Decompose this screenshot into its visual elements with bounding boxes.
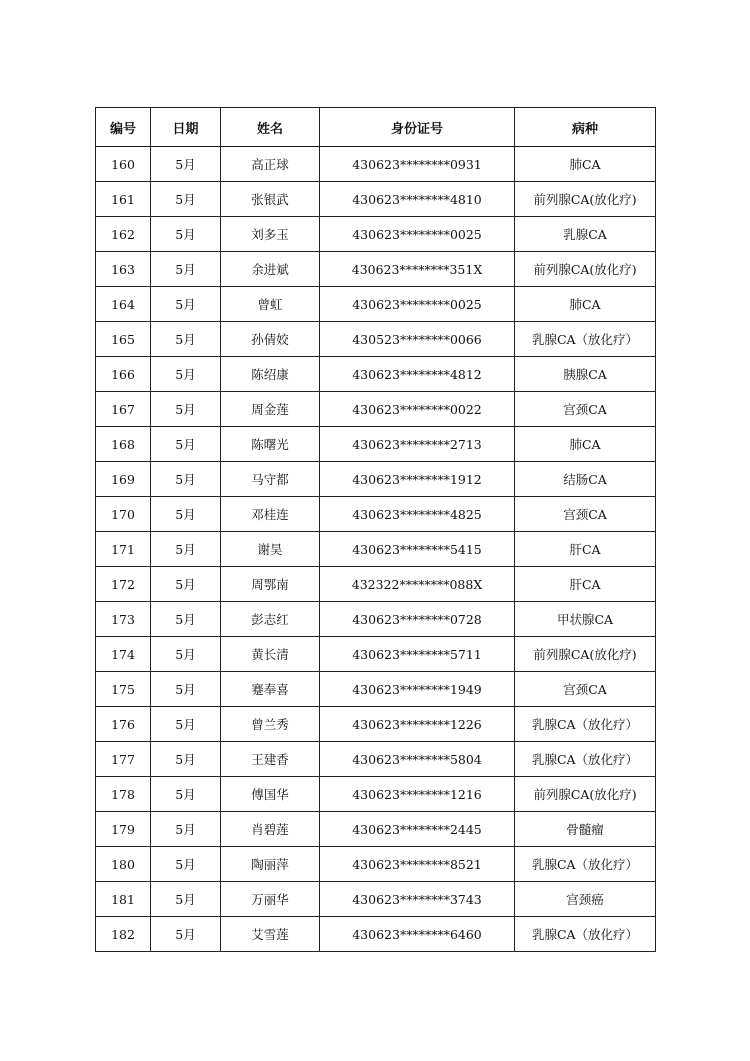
header-no: 编号 — [96, 108, 151, 147]
cell-id-number: 430623********3743 — [320, 882, 515, 917]
cell-id-number: 430623********1226 — [320, 707, 515, 742]
table-row — [96, 182, 656, 217]
cell-no: 166 — [96, 357, 151, 392]
cell-no: 175 — [96, 672, 151, 707]
cell-no: 179 — [96, 812, 151, 847]
cell-id-number: 430623********1216 — [320, 777, 515, 812]
cell-name: 谢昊 — [221, 532, 320, 567]
table-row — [96, 882, 656, 917]
cell-no: 171 — [96, 532, 151, 567]
table-row — [96, 287, 656, 322]
cell-id-number: 430623********351X — [320, 252, 515, 287]
cell-date: 5月 — [151, 742, 221, 777]
cell-name: 马守都 — [221, 462, 320, 497]
cell-name: 蹇奉喜 — [221, 672, 320, 707]
cell-name: 张银武 — [221, 182, 320, 217]
patient-table — [95, 107, 656, 952]
cell-date: 5月 — [151, 287, 221, 322]
cell-date: 5月 — [151, 602, 221, 637]
table-row — [96, 567, 656, 602]
table-body — [96, 147, 656, 952]
cell-date: 5月 — [151, 182, 221, 217]
cell-disease: 宫颈癌 — [515, 882, 656, 917]
cell-date: 5月 — [151, 917, 221, 952]
table-row — [96, 742, 656, 777]
cell-name: 傅国华 — [221, 777, 320, 812]
cell-name: 黄长清 — [221, 637, 320, 672]
cell-date: 5月 — [151, 847, 221, 882]
patient-table-container — [95, 107, 655, 952]
cell-id-number: 430623********4812 — [320, 357, 515, 392]
cell-id-number: 430623********4825 — [320, 497, 515, 532]
cell-name: 陈曙光 — [221, 427, 320, 462]
table-row — [96, 777, 656, 812]
cell-disease: 宫颈CA — [515, 392, 656, 427]
cell-disease: 甲状腺CA — [515, 602, 656, 637]
cell-disease: 肺CA — [515, 427, 656, 462]
cell-disease: 肺CA — [515, 287, 656, 322]
table-row — [96, 672, 656, 707]
cell-disease: 宫颈CA — [515, 672, 656, 707]
cell-no: 176 — [96, 707, 151, 742]
table-row — [96, 707, 656, 742]
cell-name: 余进斌 — [221, 252, 320, 287]
cell-no: 161 — [96, 182, 151, 217]
cell-id-number: 430623********5415 — [320, 532, 515, 567]
cell-id-number: 430623********5711 — [320, 637, 515, 672]
cell-name: 彭志红 — [221, 602, 320, 637]
cell-id-number: 430623********8521 — [320, 847, 515, 882]
cell-id-number: 430623********2713 — [320, 427, 515, 462]
cell-date: 5月 — [151, 532, 221, 567]
table-row — [96, 532, 656, 567]
cell-date: 5月 — [151, 777, 221, 812]
cell-name: 高正球 — [221, 147, 320, 182]
cell-date: 5月 — [151, 427, 221, 462]
cell-disease: 宫颈CA — [515, 497, 656, 532]
table-row — [96, 497, 656, 532]
cell-name: 陶丽萍 — [221, 847, 320, 882]
cell-date: 5月 — [151, 217, 221, 252]
cell-date: 5月 — [151, 147, 221, 182]
cell-no: 182 — [96, 917, 151, 952]
cell-id-number: 430623********1949 — [320, 672, 515, 707]
table-row — [96, 917, 656, 952]
cell-id-number: 430623********0728 — [320, 602, 515, 637]
cell-id-number: 430623********5804 — [320, 742, 515, 777]
cell-no: 173 — [96, 602, 151, 637]
table-row — [96, 392, 656, 427]
cell-no: 170 — [96, 497, 151, 532]
table-row — [96, 812, 656, 847]
cell-id-number: 430623********0931 — [320, 147, 515, 182]
cell-no: 167 — [96, 392, 151, 427]
cell-name: 艾雪莲 — [221, 917, 320, 952]
cell-disease: 肝CA — [515, 532, 656, 567]
cell-date: 5月 — [151, 672, 221, 707]
cell-date: 5月 — [151, 882, 221, 917]
cell-id-number: 430623********0025 — [320, 287, 515, 322]
cell-date: 5月 — [151, 812, 221, 847]
cell-no: 165 — [96, 322, 151, 357]
cell-disease: 结肠CA — [515, 462, 656, 497]
cell-id-number: 430623********2445 — [320, 812, 515, 847]
cell-disease: 乳腺CA（放化疗） — [515, 322, 656, 357]
header-date: 日期 — [151, 108, 221, 147]
cell-name: 肖碧莲 — [221, 812, 320, 847]
cell-disease: 乳腺CA — [515, 217, 656, 252]
table-row — [96, 847, 656, 882]
cell-date: 5月 — [151, 392, 221, 427]
cell-no: 162 — [96, 217, 151, 252]
table-row — [96, 637, 656, 672]
cell-disease: 前列腺CA(放化疗) — [515, 252, 656, 287]
cell-disease: 前列腺CA(放化疗) — [515, 637, 656, 672]
cell-date: 5月 — [151, 322, 221, 357]
cell-no: 180 — [96, 847, 151, 882]
cell-disease: 胰腺CA — [515, 357, 656, 392]
table-header — [96, 108, 656, 147]
cell-date: 5月 — [151, 637, 221, 672]
cell-disease: 肝CA — [515, 567, 656, 602]
cell-name: 曾兰秀 — [221, 707, 320, 742]
table-row — [96, 602, 656, 637]
cell-disease: 前列腺CA(放化疗) — [515, 777, 656, 812]
cell-id-number: 430623********1912 — [320, 462, 515, 497]
cell-disease: 乳腺CA（放化疗） — [515, 917, 656, 952]
cell-id-number: 430623********0025 — [320, 217, 515, 252]
cell-date: 5月 — [151, 357, 221, 392]
cell-name: 周鄂南 — [221, 567, 320, 602]
cell-id-number: 430523********0066 — [320, 322, 515, 357]
cell-id-number: 430623********6460 — [320, 917, 515, 952]
cell-date: 5月 — [151, 252, 221, 287]
header-id-number: 身份证号 — [320, 108, 515, 147]
cell-no: 181 — [96, 882, 151, 917]
cell-date: 5月 — [151, 462, 221, 497]
table-row — [96, 322, 656, 357]
cell-disease: 乳腺CA（放化疗） — [515, 847, 656, 882]
table-row — [96, 427, 656, 462]
cell-name: 孙倩姣 — [221, 322, 320, 357]
cell-disease: 乳腺CA（放化疗） — [515, 707, 656, 742]
cell-id-number: 432322********088X — [320, 567, 515, 602]
cell-id-number: 430623********4810 — [320, 182, 515, 217]
table-row — [96, 147, 656, 182]
cell-disease: 乳腺CA（放化疗） — [515, 742, 656, 777]
cell-disease: 骨髓瘤 — [515, 812, 656, 847]
header-row — [96, 108, 656, 147]
header-disease: 病种 — [515, 108, 656, 147]
cell-name: 周金莲 — [221, 392, 320, 427]
cell-no: 160 — [96, 147, 151, 182]
cell-no: 177 — [96, 742, 151, 777]
cell-name: 陈绍康 — [221, 357, 320, 392]
cell-date: 5月 — [151, 567, 221, 602]
cell-name: 王建香 — [221, 742, 320, 777]
table-row — [96, 357, 656, 392]
cell-no: 178 — [96, 777, 151, 812]
cell-id-number: 430623********0022 — [320, 392, 515, 427]
cell-no: 164 — [96, 287, 151, 322]
cell-no: 169 — [96, 462, 151, 497]
cell-name: 刘多玉 — [221, 217, 320, 252]
cell-no: 163 — [96, 252, 151, 287]
cell-no: 174 — [96, 637, 151, 672]
table-row — [96, 252, 656, 287]
cell-name: 邓桂连 — [221, 497, 320, 532]
cell-date: 5月 — [151, 497, 221, 532]
table-row — [96, 462, 656, 497]
cell-date: 5月 — [151, 707, 221, 742]
cell-name: 万丽华 — [221, 882, 320, 917]
cell-disease: 肺CA — [515, 147, 656, 182]
cell-no: 172 — [96, 567, 151, 602]
cell-no: 168 — [96, 427, 151, 462]
cell-name: 曾虹 — [221, 287, 320, 322]
header-name: 姓名 — [221, 108, 320, 147]
table-row — [96, 217, 656, 252]
cell-disease: 前列腺CA(放化疗) — [515, 182, 656, 217]
